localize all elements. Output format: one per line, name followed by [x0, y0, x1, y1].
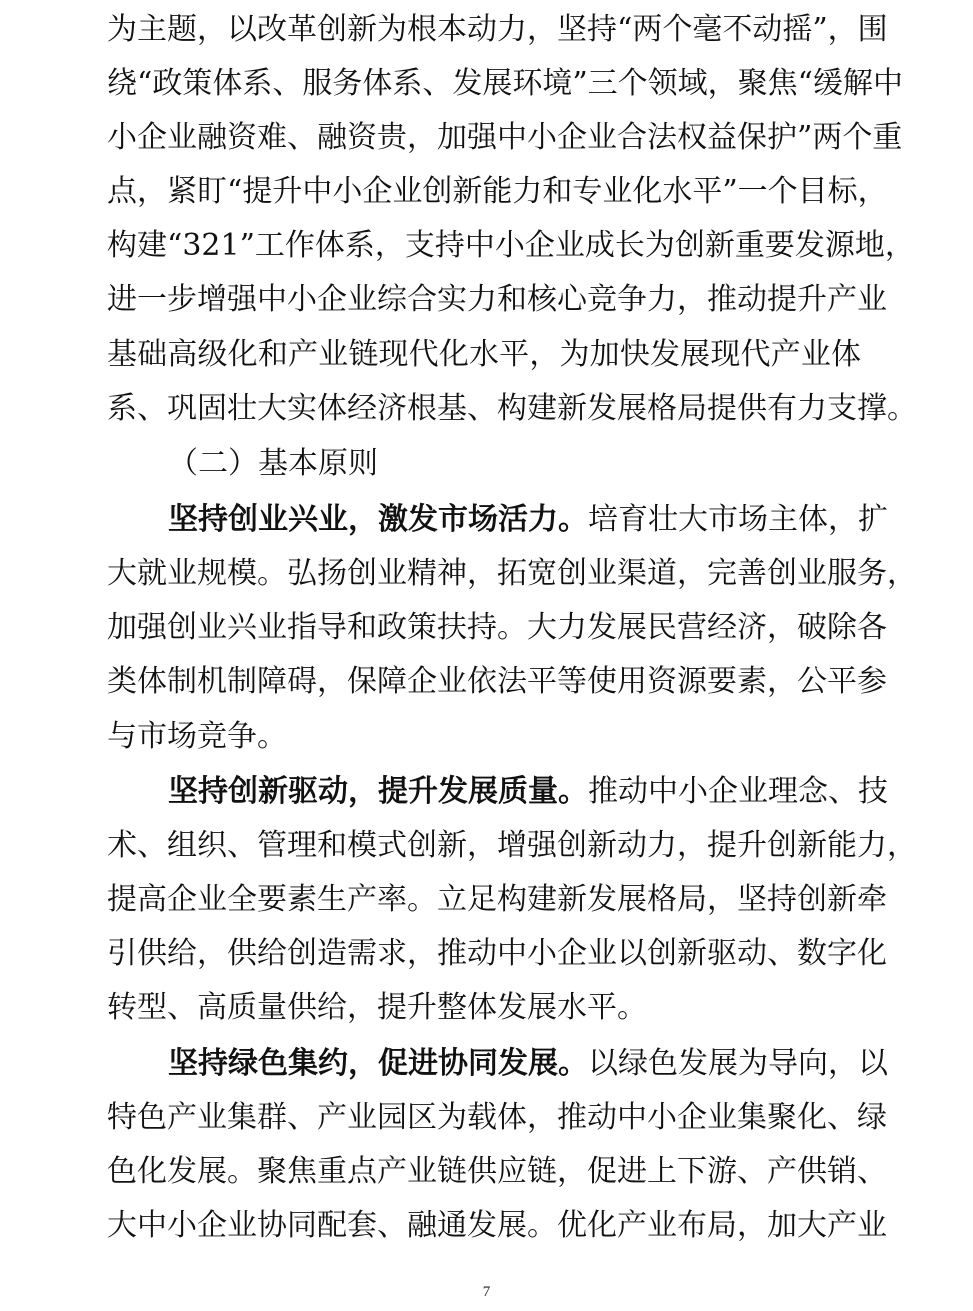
- body-line-4: 点，紧盯“提升中小企业创新能力和专业化水平”一个目标，: [107, 174, 888, 209]
- principle-1-lead: 培育壮大市场主体，扩: [588, 502, 888, 537]
- principle-2-line-2: 术、组织、管理和模式创新，增强创新动力，提升创新能力，: [107, 828, 917, 863]
- principle-2-first-line: [168, 770, 888, 814]
- principle-2-line-5: 转型、高质量供给，提升整体发展水平。: [107, 990, 647, 1025]
- principle-1-line-5: 与市场竞争。: [107, 719, 287, 754]
- principle-2-line-4: 引供给，供给创造需求，推动中小企业以创新驱动、数字化: [107, 936, 887, 971]
- body-line-7: 基础高级化和产业链现代化水平，为加快发展现代产业体: [107, 337, 861, 372]
- principle-3-title: 坚持绿色集约，促进协同发展。: [168, 1046, 588, 1081]
- body-line-3: 小企业融资难、融资贵，加强中小企业合法权益保护”两个重: [107, 120, 903, 155]
- principle-1-first-line: [168, 498, 888, 542]
- principle-3-first-line: [168, 1042, 888, 1086]
- body-line-8: 系、巩固壮大实体经济根基、构建新发展格局提供有力支撑。: [107, 391, 917, 426]
- body-line-6: 进一步增强中小企业综合实力和核心竞争力，推动提升产业: [107, 282, 887, 317]
- principle-1-title: 坚持创业兴业，激发市场活力。: [168, 502, 588, 537]
- page-number: 7: [482, 1284, 491, 1300]
- principle-3-line-3: 色化发展。聚焦重点产业链供应链，促进上下游、产供销、: [107, 1154, 887, 1189]
- principle-1-line-2: 大就业规模。弘扬创业精神，拓宽创业渠道，完善创业服务，: [107, 556, 917, 591]
- principle-3-line-2: 特色产业集群、产业园区为载体，推动中小企业集聚化、绿: [107, 1100, 887, 1135]
- body-line-2: 绕“政策体系、服务体系、发展环境”三个领域，聚焦“缓解中: [107, 66, 904, 101]
- body-line-1: 为主题，以改革创新为根本动力，坚持“两个毫不动摇”，围: [107, 12, 888, 47]
- principle-2-title: 坚持创新驱动，提升发展质量。: [168, 774, 588, 809]
- principle-1-line-3: 加强创业兴业指导和政策扶持。大力发展民营经济，破除各: [107, 610, 887, 645]
- principle-2-lead: 推动中小企业理念、技: [588, 774, 888, 809]
- principle-2-line-3: 提高企业全要素生产率。立足构建新发展格局，坚持创新牵: [107, 882, 887, 917]
- section-heading: （二）基本原则: [168, 446, 378, 481]
- principle-1-line-4: 类体制机制障碍，保障企业依法平等使用资源要素，公平参: [107, 664, 887, 699]
- body-line-5: 构建“321”工作体系，支持中小企业成长为创新重要发源地，: [107, 228, 915, 263]
- principle-3-line-4: 大中小企业协同配套、融通发展。优化产业布局，加大产业: [107, 1208, 887, 1243]
- principle-3-lead: 以绿色发展为导向，以: [588, 1046, 888, 1081]
